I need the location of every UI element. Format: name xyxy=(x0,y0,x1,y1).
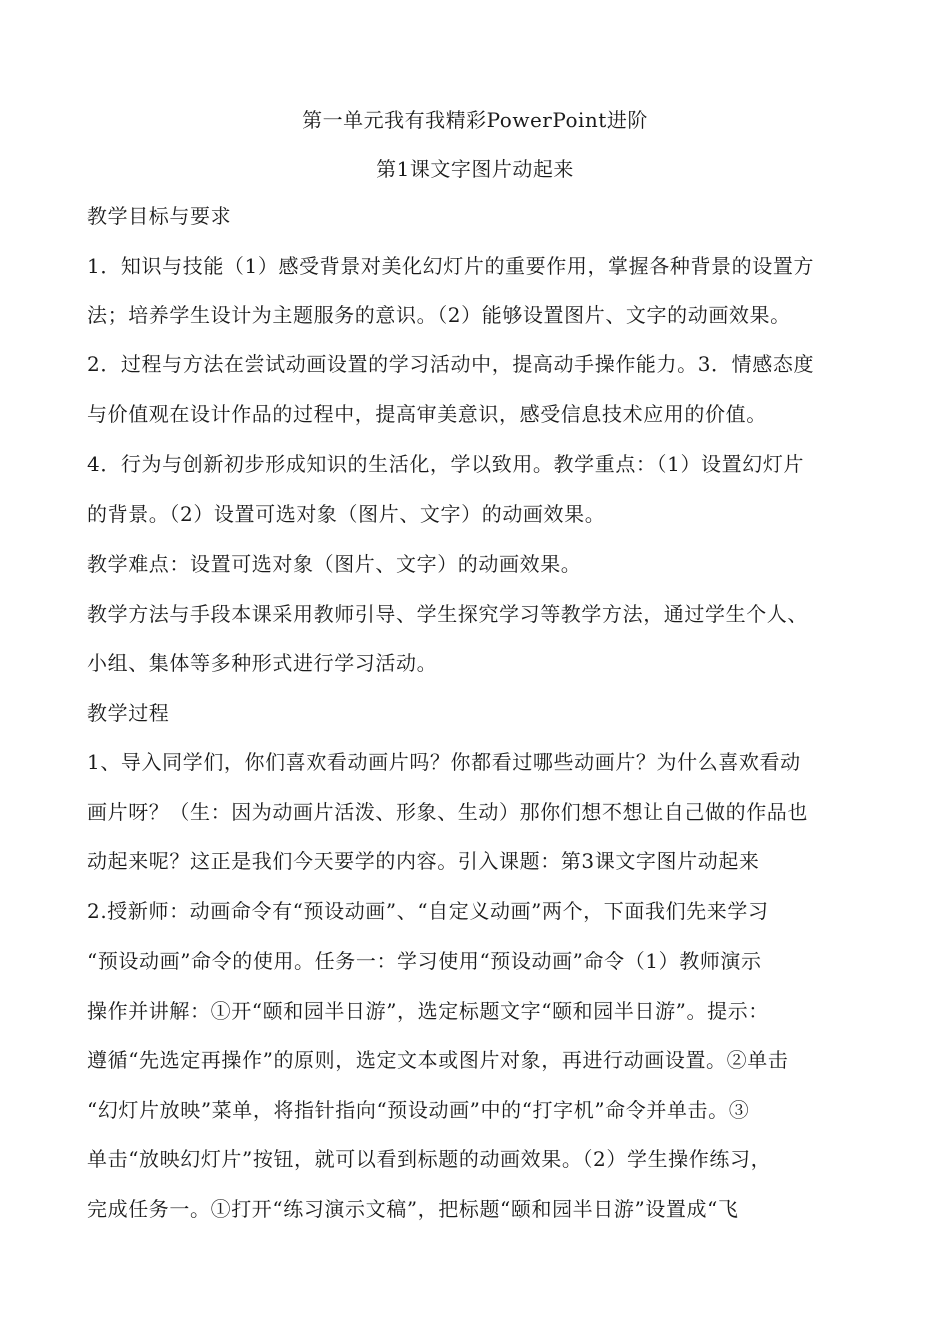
paragraph-line: 教学难点：设置可选对象（图片、文字）的动画效果。 xyxy=(87,552,582,576)
section-heading-process: 教学过程 xyxy=(87,701,170,725)
paragraph-line: “幻灯片放映”菜单，将指针指向“预设动画”中的“打字机”命令并单击。③ xyxy=(87,1098,750,1122)
paragraph-line: 法；培养学生设计为主题服务的意识。（2）能够设置图片、文字的动画效果。 xyxy=(87,303,791,327)
unit-title: 第一单元我有我精彩PowerPoint进阶 xyxy=(302,108,648,132)
paragraph-line: 的背景。（2）设置可选对象（图片、文字）的动画效果。 xyxy=(87,502,606,526)
paragraph-line: 与价值观在设计作品的过程中，提高审美意识，感受信息技术应用的价值。 xyxy=(87,402,767,426)
paragraph-line: 动起来呢？这正是我们今天要学的内容。引入课题：第3课文字图片动起来 xyxy=(87,849,760,873)
section-heading-objectives: 教学目标与要求 xyxy=(87,204,232,228)
paragraph-line: 单击“放映幻灯片”按钮，就可以看到标题的动画效果。（2）学生操作练习， xyxy=(87,1147,772,1171)
paragraph-line: 1．知识与技能（1）感受背景对美化幻灯片的重要作用，掌握各种背景的设置方 xyxy=(87,254,815,278)
paragraph-line: 操作并讲解：①开“颐和园半日游”，选定标题文字“颐和园半日游”。提示： xyxy=(87,999,769,1023)
paragraph-line: 完成任务一。①打开“练习演示文稿”，把标题“颐和园半日游”设置成“飞 xyxy=(87,1197,739,1221)
paragraph-line: 教学方法与手段本课采用教师引导、学生探究学习等教学方法，通过学生个人、 xyxy=(87,602,808,626)
paragraph-line: 2.授新师：动画命令有“预设动画”、“自定义动画”两个，下面我们先来学习 xyxy=(87,899,769,923)
paragraph-line: 小组、集体等多种形式进行学习活动。 xyxy=(87,651,438,675)
paragraph-line: 遵循“先选定再操作”的原则，选定文本或图片对象，再进行动画设置。②单击 xyxy=(87,1048,789,1072)
paragraph-line: 1、导入同学们，你们喜欢看动画片吗？你都看过哪些动画片？为什么喜欢看动 xyxy=(87,750,801,774)
paragraph-line: 画片呀？（生：因为动画片活泼、形象、生动）那你们想不想让自己做的作品也 xyxy=(87,800,808,824)
paragraph-line: 4．行为与创新初步形成知识的生活化，学以致用。教学重点：（1）设置幻灯片 xyxy=(87,452,805,476)
lesson-title: 第1课文字图片动起来 xyxy=(376,157,574,181)
paragraph-line: “预设动画”命令的使用。任务一：学习使用“预设动画”命令（1）教师演示 xyxy=(87,949,762,973)
paragraph-line: 2．过程与方法在尝试动画设置的学习活动中，提高动手操作能力。3．情感态度 xyxy=(87,352,815,376)
